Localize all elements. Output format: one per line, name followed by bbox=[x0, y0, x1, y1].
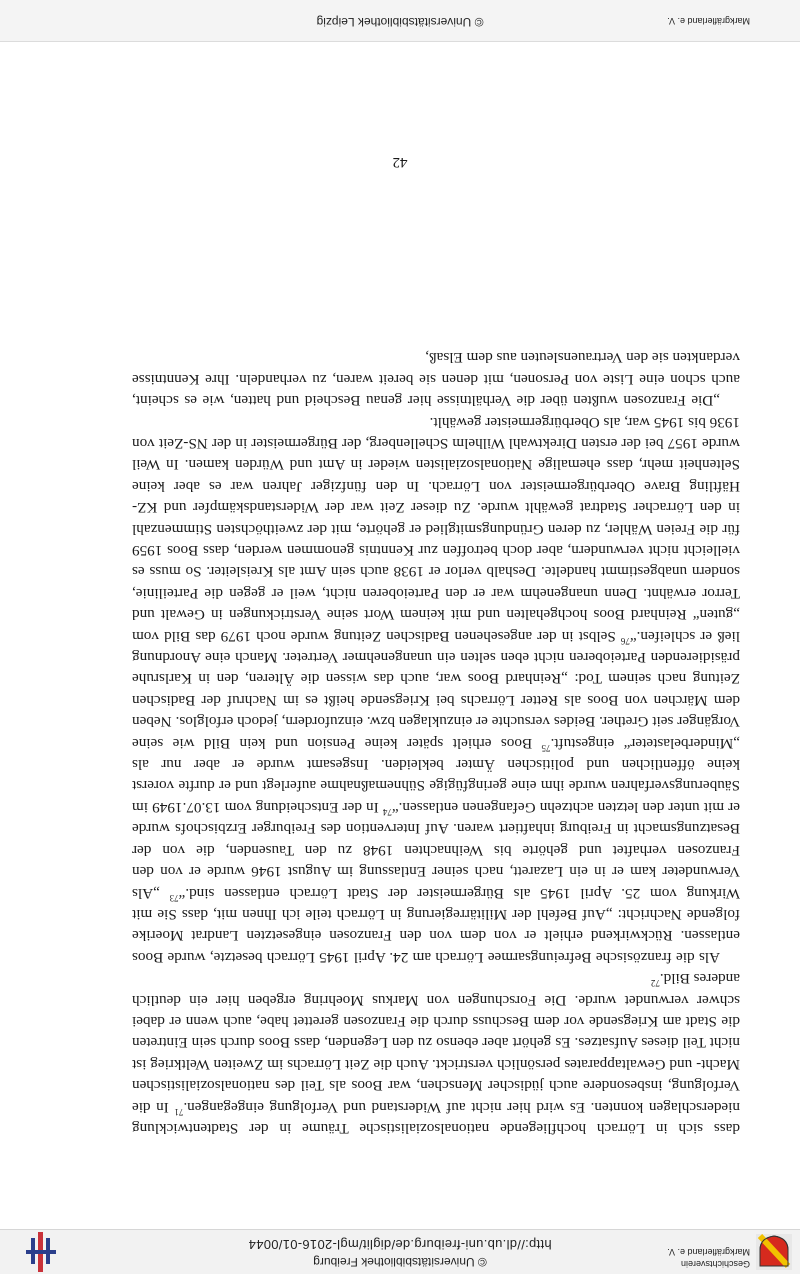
footer-bar bbox=[0, 0, 800, 42]
text-run: In die Verfolgung, insbesondere auch jüdischer Menschen, war Boos als Teil des nationalsozialistischen Macht- und Gewaltapparates persönlich verstrickt. Auch die Zeit Lörrachs im Zweiten Weltkrieg ist nicht Teil dieses Aufsatzes. Es gehört aber ebenso zu den Legenden, dass Boos durch sein Eintreten die Stadt am Kriegsende vor dem Beschuss durch die Franzosen gerettet habe, auch wenn er dabei schwer verwundet wurde. Die Forschungen von Markus Moehring ergeben hier ein deutlich anderes Bild. bbox=[132, 970, 740, 1116]
text-run: Boos erhielt später keine Pension und kein Bild wie seine Vorgänger seit Grether. Beides versuchte er einzuklagen bzw. einzufordern, jedoch erfolglos. Neben dem Märchen von Boos als Retter Lörrachs bei Kriegsende heißt es im Nachruf der Badischen Zeitung nach seinem Tod: „Reinhard Boos war, auch das wissen die Älteren, den in Karlsruhe präsidierenden Parteioberen nicht eben selten ein unangenehmer Vertreter. Manch eine Anordnung ließ er schleifen.“ bbox=[132, 627, 740, 752]
paragraph bbox=[132, 347, 740, 411]
text-run: Als die französische Befreiungsarmee Lörrach am 24. April 1945 Lörrach besetzte, wurde Boos entlassen. Rückwirkend erhielt er von dem von den Franzosen eingesetzten Landrat Moerike folgende Nachricht: „Auf Befehl der Militärregierung in Lörrach teile ich Ihnen mit, dass Sie mit Wirkung vom 25. April 1945 als Bürgermeister der Stadt Lörrach entlassen sind.“ bbox=[132, 884, 740, 966]
footnote-ref: 71 bbox=[174, 1106, 184, 1117]
library-logo-icon bbox=[26, 1232, 56, 1272]
society-name-line-1: Geschichtsverein bbox=[680, 1259, 750, 1269]
document-url[interactable]: http://dl.ub.uni-freiburg.de/diglit/mgl-2016-01/0044 bbox=[248, 1237, 552, 1252]
footnote-ref: 72 bbox=[650, 978, 660, 989]
header-bar bbox=[0, 1229, 800, 1274]
text-run: „Als Verwundeter kam er in ein Lazarett, nach seiner Entlassung im August 1946 wurde er von den Franzosen verhaftet und gehörte bis Weihnachten 1948 zu den Tausenden, die von der Besatzungsmacht in Freiburg inhaftiert waren. Auf Intervention des Freiburger Erzbischofs wurde er mit unter den letzten achtzehn Gefangenen entlassen.“ bbox=[132, 798, 740, 902]
text-run: Selbst in der angesehenen Badischen Zeitung wurde noch 1979 das Bild vom „guten“ Reinhard Boos hochgehalten und mit keinem Wort seine Verstrickungen in Gewalt und Terror erwähnt. Denn unangenehm war er den Parteioberen nicht, weil er gegen die Parteilinie, sondern unabgestimmt handelte. Deshalb verlor er 1938 auch sein Amt als Kreisleiter. So muss es vielleicht nicht verwundern, aber doch betroffen zur Kenntnis genommen werden, dass Boos 1959 für die Freien Wähler, zu deren Gründungsmitglied er gehörte, mit der zweithöchsten Stimmenzahl in den Lörracher Stadtrat gewählt wurde. Zu dieser Zeit war der Widerstandskämpfer und KZ-Häftling Brave Oberbürgermeister von Lörrach. In den fünfziger Jahren war es aber keine Seltenheit mehr, dass ehemalige Nationalsozialisten wieder in Amt und Würden kamen. In Weil wurde 1957 bei der ersten Direktwahl Wilhelm Schellenberg, der Bürgermeister in der NS-Zeit von 1936 bis 1945 war, als Oberbürgermeister gewählt. bbox=[132, 413, 740, 645]
footer-society: Markgräflerland e. V. bbox=[667, 16, 750, 26]
text-run: „Die Franzosen wußten über die Verhältnisse hier genau Bescheid und hatten, wie es scheint, auch schon eine Liste von Personen, mit denen sie bereit waren, zu verhandeln. Ihre Kenntnisse verdankten sie den Vertrauensleuten aus dem Elsaß, bbox=[132, 349, 740, 410]
text-run: dass sich in Lörrach hochfliegende nationalsozialistische Träume in der Stadtentwicklung niederschlagen konnten. Es wird hier nicht auf Widerstand und Verfolgung eingegangen. bbox=[132, 1098, 740, 1137]
footer-copyright: © Universitätsbibliothek Leipzig bbox=[316, 15, 484, 29]
footnote-ref: 74 bbox=[382, 806, 392, 817]
society-name bbox=[640, 1246, 750, 1270]
footnote-ref: 76 bbox=[620, 635, 630, 646]
paragraph bbox=[132, 411, 740, 968]
text-run: In der Entscheidung vom 13.07.1949 im Säuberungsverfahren wurde ihm eine geringfügige Sühnemaßnahme auferlegt und er durfte vorerst keine öffentlichen und politischen Ämter bekleiden. Insgesamt wurde er aber nur als „Minderbelasteter“ eingestuft. bbox=[131, 734, 740, 816]
society-logo bbox=[756, 1234, 792, 1270]
footnote-ref: 73 bbox=[169, 892, 179, 903]
body-text bbox=[132, 347, 740, 1139]
society-name-line-2: Markgräflerland e. V. bbox=[667, 1247, 750, 1257]
paragraph bbox=[132, 968, 740, 1139]
header-copyright: © Universitätsbibliothek Freiburg bbox=[313, 1255, 487, 1269]
page-number: 42 bbox=[392, 154, 408, 170]
footnote-ref: 75 bbox=[541, 742, 551, 753]
